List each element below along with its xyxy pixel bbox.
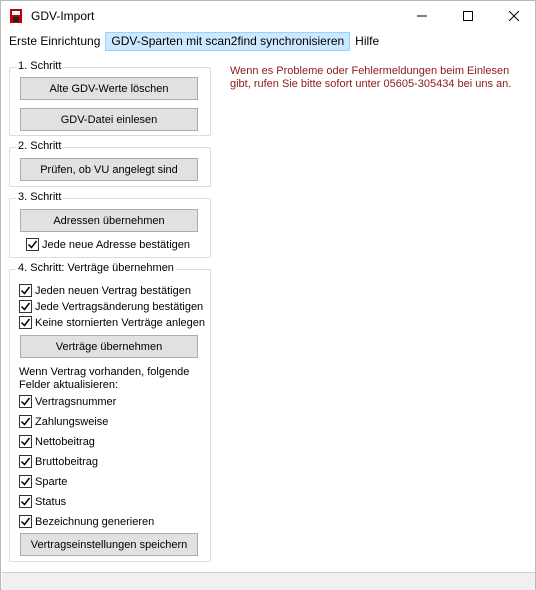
close-icon — [509, 11, 519, 21]
title-bar[interactable] — [1, 1, 535, 31]
checkmark-icon — [20, 496, 31, 507]
step2-title: 2. Schritt — [18, 140, 62, 152]
maximize-button[interactable] — [445, 1, 491, 31]
checkmark-icon — [20, 285, 31, 296]
field-vertragsnummer-label: Vertragsnummer — [35, 395, 117, 408]
checkmark-icon — [20, 516, 31, 527]
adopt-addresses-button[interactable]: Adressen übernehmen — [20, 209, 198, 232]
delete-gdv-values-button[interactable]: Alte GDV-Werte löschen — [20, 77, 198, 100]
field-bruttobeitrag-checkbox[interactable] — [19, 454, 98, 469]
confirm-address-label: Jede neue Adresse bestätigen — [42, 238, 191, 251]
support-notice: Wenn es Probleme oder Fehlermeldungen beim Einlesen gibt, rufen Sie bitte sofort unter 05605-305434 bei uns an. — [230, 65, 512, 90]
close-button[interactable] — [491, 1, 536, 31]
checkmark-icon — [20, 416, 31, 427]
step3-group — [9, 191, 211, 258]
step1-group — [9, 60, 211, 136]
checkmark-icon — [20, 317, 31, 328]
maximize-icon — [463, 11, 473, 21]
checkbox-box — [19, 300, 32, 313]
field-bezeichnung-checkbox[interactable] — [19, 514, 154, 529]
checkbox-box — [19, 316, 32, 329]
save-contract-settings-button[interactable]: Vertragseinstellungen speichern — [20, 533, 198, 556]
checkmark-icon — [27, 239, 38, 250]
confirm-address-checkbox[interactable] — [26, 237, 190, 252]
adopt-contracts-button[interactable]: Verträge übernehmen — [20, 335, 198, 358]
field-zahlungsweise-checkbox[interactable] — [19, 414, 108, 429]
checkmark-icon — [20, 456, 31, 467]
status-bar — [2, 572, 535, 590]
app-icon — [8, 8, 24, 24]
load-gdv-file-button[interactable]: GDV-Datei einlesen — [20, 108, 198, 131]
field-sparte-checkbox[interactable] — [19, 474, 67, 489]
minimize-icon — [417, 11, 427, 21]
checkbox-box — [19, 284, 32, 297]
field-bruttobeitrag-label: Bruttobeitrag — [35, 455, 98, 468]
step3-title: 3. Schritt — [18, 191, 62, 203]
step2-group — [9, 140, 211, 187]
skip-cancelled-contracts-checkbox[interactable] — [19, 315, 205, 330]
checkbox-box — [19, 475, 32, 488]
checkbox-box — [19, 495, 32, 508]
update-fields-label: Wenn Vertrag vorhanden, folgende Felder aktualisieren: — [19, 366, 190, 391]
checkbox-box — [19, 455, 32, 468]
field-nettobeitrag-label: Nettobeitrag — [35, 435, 95, 448]
step4-group — [9, 262, 211, 562]
checkmark-icon — [20, 301, 31, 312]
checkbox-box — [19, 395, 32, 408]
checkbox-box — [19, 435, 32, 448]
confirm-contract-change-checkbox[interactable] — [19, 299, 203, 314]
skip-cancelled-contracts-label: Keine stornierten Verträge anlegen — [35, 316, 206, 329]
field-vertragsnummer-checkbox[interactable] — [19, 394, 116, 409]
field-status-checkbox[interactable] — [19, 494, 66, 509]
confirm-contract-change-label: Jede Vertragsänderung bestätigen — [35, 300, 204, 313]
check-vu-button[interactable]: Prüfen, ob VU angelegt sind — [20, 158, 198, 181]
confirm-new-contract-label: Jeden neuen Vertrag bestätigen — [35, 284, 191, 297]
checkmark-icon — [20, 396, 31, 407]
checkmark-icon — [20, 436, 31, 447]
checkbox-box — [19, 515, 32, 528]
field-sparte-label: Sparte — [35, 475, 68, 488]
menu-gdv-sparten-sync[interactable]: GDV-Sparten mit scan2find synchronisieren — [105, 32, 350, 51]
minimize-button[interactable] — [399, 1, 445, 31]
menu-erste-einrichtung[interactable]: Erste Einrichtung — [9, 34, 101, 48]
checkmark-icon — [20, 476, 31, 487]
field-zahlungsweise-label: Zahlungsweise — [35, 415, 109, 428]
field-bezeichnung-label: Bezeichnung generieren — [35, 515, 155, 528]
step4-title: 4. Schritt: Verträge übernehmen — [18, 262, 174, 274]
field-status-label: Status — [35, 495, 67, 508]
field-nettobeitrag-checkbox[interactable] — [19, 434, 95, 449]
menu-bar — [1, 32, 535, 51]
checkbox-box — [26, 238, 39, 251]
confirm-new-contract-checkbox[interactable] — [19, 283, 191, 298]
checkbox-box — [19, 415, 32, 428]
main-panel — [2, 51, 535, 572]
step1-title: 1. Schritt — [18, 60, 62, 72]
window-title: GDV-Import — [31, 9, 95, 23]
menu-hilfe[interactable]: Hilfe — [355, 34, 380, 48]
